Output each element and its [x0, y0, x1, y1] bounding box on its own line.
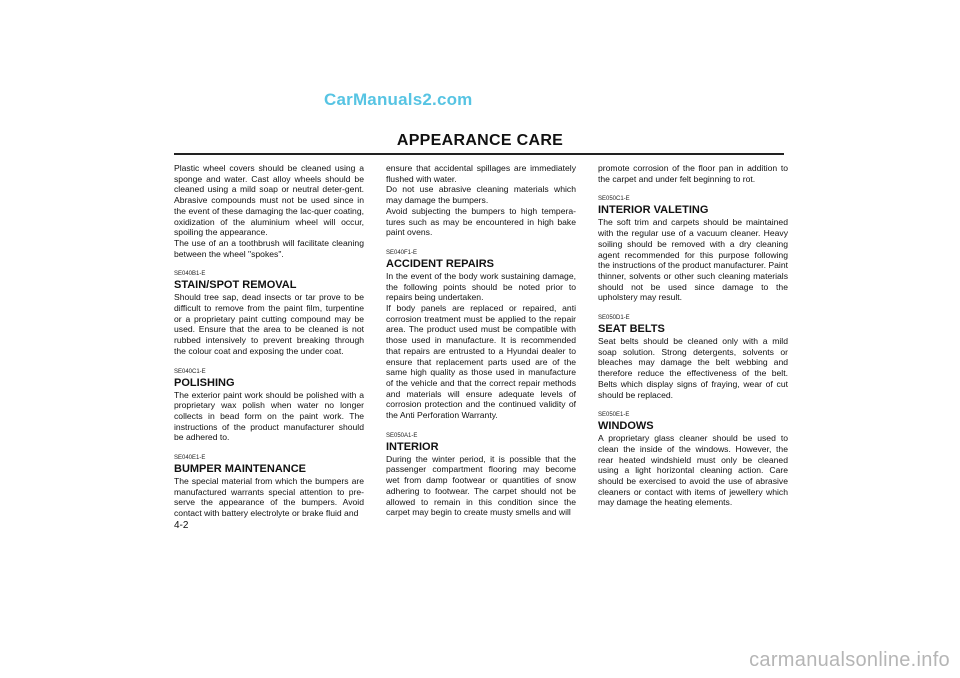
section-code: SE040F1-E — [386, 249, 418, 256]
section-code: SE050D1-E — [598, 315, 630, 322]
section-code: SE050C1-E — [598, 196, 630, 203]
section-body: In the event of the body work sustaining damage, the following points should be noted prior to repairs being undertaken. — [386, 270, 576, 303]
section-interior — [386, 432, 576, 518]
section-bumper-maintenance — [174, 454, 364, 519]
bumper-continued-text-3: Avoid subjecting the bumpers to high tempera-tures such as may be encountered in high bake paint ovens. — [386, 205, 576, 238]
section-heading: POLISHING — [174, 376, 235, 389]
title-rule — [174, 153, 784, 155]
section-body: The exterior paint work should be polished with a proprietary wax polish when water no longer collects in bead form on the paint work. The instructions of the product manufacturer should be adhered to. — [174, 389, 364, 443]
column-left — [174, 163, 364, 519]
section-body: The special material from which the bumpers are manufactured warrants special attention to pre-serve the appearance of the bumpers. Avoid contact with battery electrolyte or brake fluid and — [174, 476, 364, 519]
section-heading: STAIN/SPOT REMOVAL — [174, 279, 297, 292]
wheel-cleaning-text: Plastic wheel covers should be cleaned using a sponge and water. Cast alloy wheels should be cleaned using a mild soap or neutral deter-gent. Abrasive compounds must not be used since in the event of these damaging the lac-quer coating, oxidization of the aluminium wheel will occur, spoiling the appearance. — [174, 163, 364, 238]
section-code: SE050E1-E — [598, 412, 630, 419]
watermark-carmanuals2: CarManuals2.com — [324, 90, 473, 109]
section-code: SE050A1-E — [386, 432, 418, 439]
section-heading: ACCIDENT REPAIRS — [386, 257, 494, 270]
section-heading: SEAT BELTS — [598, 323, 665, 336]
section-body: The soft trim and carpets should be maintained with the regular use of a vacuum cleaner. Heavy soiling should be removed with a dry cleaning agent recommended for this purpose following the instructions of the product manufacturer. Paint thinner, solvents or other such cleaning materials should not be used since damage to the upholstery may result. — [598, 217, 788, 303]
section-accident-repairs — [386, 249, 576, 421]
section-code: SE040B1-E — [174, 271, 206, 278]
section-stain-spot-removal — [174, 270, 364, 356]
section-heading: INTERIOR VALETING — [598, 204, 709, 217]
section-heading: BUMPER MAINTENANCE — [174, 463, 306, 476]
section-code: SE040E1-E — [174, 455, 206, 462]
section-body: Seat belts should be cleaned only with a mild soap solution. Strong detergents, solvents or bleaches may damage the belt webbing and therefore reduce the effectiveness of the belt. Belts which display signs of fraying, wear of cut should be replaced. — [598, 336, 788, 400]
section-body-2: If body panels are replaced or repaired, anti corrosion treatment must be applied to the repair area. The product used must be compatible with those used in manufacture. It is recommended that repairs are entrusted to a Hyundai dealer to ensure that replacement parts used are of the same high quality as those used in manufacture of the vehicle and that the correct repair methods and materials will ensure adequate levels of corrosion protection and the continued validity of the Anti Perforation Warranty. — [386, 303, 576, 421]
page-number: 4-2 — [174, 520, 189, 531]
column-middle — [386, 163, 576, 518]
section-seat-belts — [598, 314, 788, 400]
page-title: APPEARANCE CARE — [396, 132, 564, 149]
section-interior-valeting — [598, 195, 788, 303]
section-heading: WINDOWS — [598, 420, 654, 433]
interior-continued-text: promote corrosion of the floor pan in addition to the carpet and under felt beginning to rot. — [598, 163, 788, 184]
bumper-continued-text-2: Do not use abrasive cleaning materials which may damage the bumpers. — [386, 184, 576, 206]
column-right — [598, 163, 788, 508]
bumper-continued-text: ensure that accidental spillages are immediately flushed with water. — [386, 163, 576, 184]
section-body: During the winter period, it is possible that the passenger compartment flooring may become wet from damp footwear or quantities of snow adhering to footwear. The carpet should not be allowed to remain in this condition since the carpet may begin to create musty smells and will — [386, 453, 576, 518]
section-polishing — [174, 368, 364, 444]
watermark-carmanualsonline: carmanualsonline.info — [749, 649, 950, 671]
section-heading: INTERIOR — [386, 440, 439, 453]
section-body: Should tree sap, dead insects or tar prove to be difficult to remove from the paint film, turpentine or a proprietary paint cutting compound may be used. Ensure that the area to be cleaned is not rubbed intensively to prevent breaking through the colour coat and exposing the under coat. — [174, 292, 364, 356]
section-windows — [598, 411, 788, 508]
wheel-cleaning-text-2: The use of an a toothbrush will facilitate cleaning between the wheel "spokes". — [174, 237, 364, 259]
section-body: A proprietary glass cleaner should be used to clean the inside of the windows. However, the rear heated windshield must only be cleaned using a light horizontal cleaning action. Care should be exercised to avoid the use of abrasive cleaners or contact with items of jewellery which may damage the heating elements. — [598, 433, 788, 508]
section-code: SE040C1-E — [174, 368, 206, 375]
